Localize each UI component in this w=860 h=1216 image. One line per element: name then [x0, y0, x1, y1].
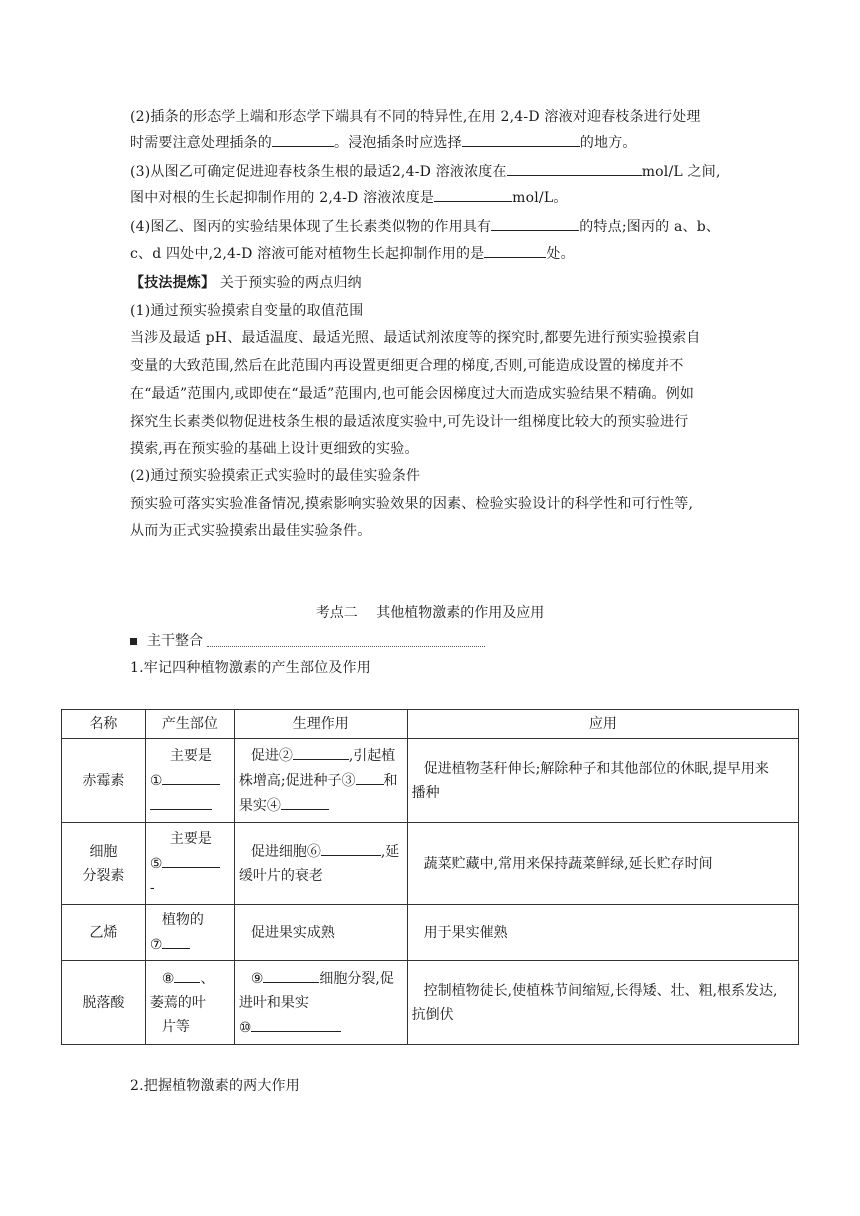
- answer-blank[interactable]: [162, 932, 190, 949]
- square-bullet-icon: [130, 638, 137, 645]
- answer-blank[interactable]: [293, 743, 349, 760]
- q2-text-b: 。浸泡插条时应选择: [334, 135, 462, 151]
- tips-paragraph-1-line: 当涉及最适 pH、最适温度、最适光照、最适试剂浓度等的探究时,都要先进行预实验摸索自: [130, 330, 701, 346]
- cell-site: 植物的 ⑦: [145, 905, 234, 961]
- question-2-line-1: (2)插条的形态学上端和形态学下端具有不同的特异性,在用 2,4-D 溶液对迎春枝条进行处理: [130, 109, 701, 125]
- answer-blank[interactable]: [150, 793, 212, 810]
- tips-paragraph-1-line: 在“最适”范围内,或即使在“最适”范围内,也可能会因梯度过大而造成实验结果不精确。例如: [130, 386, 695, 402]
- cell-effect: 促进② ,引起植 株增高;促进种子③ 和 果实④: [234, 739, 407, 823]
- tips-paragraph-1-line: 变量的大致范围,然后在此范围内再设置更细更合理的梯度,否则,可能造成设置的梯度并不: [130, 358, 684, 374]
- header-name: 名称: [62, 710, 146, 739]
- cell-effect: 促进细胞⑥ ,延 缓叶片的衰老: [234, 823, 407, 905]
- section-title: 考点二 其他植物激素的作用及应用: [315, 605, 545, 621]
- cell-use: 控制植物徒长,使植株节间缩短,长得矮、壮、粗,根系发达, 抗倒伏: [407, 961, 798, 1045]
- q4-text-c: c、d 四处中,2,4-D 溶液可能对植物生长起抑制作用的是: [130, 246, 485, 262]
- dotted-leader: [207, 636, 485, 647]
- q2-text-a: 时需要注意处理插条的: [130, 135, 272, 151]
- cell-name: 赤霉素: [62, 739, 146, 823]
- cell-site: 主要是 ⑤ -: [145, 823, 234, 905]
- table-header-row: [62, 710, 799, 739]
- q3-text-c: 图中对根的生长起抑制作用的 2,4-D 溶液浓度是: [130, 190, 435, 206]
- tips-paragraph-2-line: 从而为正式实验摸索出最佳实验条件。: [130, 523, 372, 539]
- q4-text-b: 的特点;图丙的 a、b、: [579, 219, 721, 235]
- table-row-ethylene: [62, 905, 799, 961]
- item-1-heading: 1.牢记四种植物激素的产生部位及作用: [130, 660, 371, 676]
- answer-blank[interactable]: [174, 966, 200, 983]
- hormone-table: [61, 709, 799, 1045]
- answer-blank[interactable]: [484, 241, 546, 258]
- tips-title: 关于预实验的两点归纳: [219, 275, 362, 291]
- cell-name: 脱落酸: [62, 961, 146, 1045]
- header-effect: 生理作用: [234, 710, 407, 739]
- table-row-abscisic-acid: [62, 961, 799, 1045]
- main-integration-label: 主干整合: [147, 633, 203, 649]
- q2-text-c: 的地方。: [579, 135, 637, 151]
- tips-subheading-1: (1)通过预实验摸索自变量的取值范围: [130, 303, 364, 319]
- cell-use: 促进植物茎秆伸长;解除种子和其他部位的休眠,提早用来 播种: [407, 739, 798, 823]
- question-4-line-2: [130, 241, 740, 267]
- q4-text-d: 处。: [546, 246, 575, 262]
- tips-heading: [130, 270, 740, 296]
- cell-use: 蔬菜贮藏中,常用来保持蔬菜鲜绿,延长贮存时间: [407, 823, 798, 905]
- cell-effect: ⑨ 细胞分裂,促 进叶和果实 ⑩: [234, 961, 407, 1045]
- tips-subheading-2: (2)通过预实验摸索正式实验时的最佳实验条件: [130, 468, 421, 484]
- item-2-heading: 2.把握植物激素的两大作用: [130, 1078, 300, 1094]
- answer-blank[interactable]: [281, 793, 329, 810]
- q3-text-d: mol/L。: [512, 190, 568, 206]
- cell-name: 乙烯: [62, 905, 146, 961]
- answer-blank[interactable]: [272, 130, 334, 147]
- answer-blank[interactable]: [434, 185, 512, 202]
- answer-blank[interactable]: [356, 768, 384, 785]
- header-site: 产生部位: [145, 710, 234, 739]
- q3-text-a: (3)从图乙可确定促进迎春枝条生根的最适2,4-D 溶液浓度在: [130, 164, 507, 180]
- answer-blank[interactable]: [507, 159, 642, 176]
- cell-use: 用于果实催熟: [407, 905, 798, 961]
- answer-blank[interactable]: [462, 130, 580, 147]
- tips-paragraph-2-line: 预实验可落实实验准备情况,摸索影响实验效果的因素、检验实验设计的科学性和可行性等,: [130, 496, 694, 512]
- question-4-line-1: [130, 214, 740, 240]
- question-3-line-2: [130, 185, 740, 211]
- question-3-line-1: [130, 159, 740, 185]
- answer-blank[interactable]: [251, 1015, 341, 1032]
- cell-effect: 促进果实成熟: [234, 905, 407, 961]
- answer-blank[interactable]: [162, 851, 220, 868]
- answer-blank[interactable]: [321, 839, 381, 856]
- tips-paragraph-1-line: 摸索,再在预实验的基础上设计更细致的实验。: [130, 441, 419, 457]
- cell-site: 主要是 ①: [145, 739, 234, 823]
- table-row-gibberellin: [62, 739, 799, 823]
- question-2-line-2: [130, 130, 740, 156]
- answer-blank[interactable]: [162, 768, 220, 785]
- answer-blank[interactable]: [491, 214, 579, 231]
- cell-name: 细胞 分裂素: [62, 823, 146, 905]
- answer-blank[interactable]: [263, 966, 319, 983]
- table-row-cytokinin: [62, 823, 799, 905]
- q4-text-a: (4)图乙、图丙的实验结果体现了生长素类似物的作用具有: [130, 219, 492, 235]
- tips-label: 【技法提炼】: [130, 275, 216, 291]
- q3-text-b: mol/L 之间,: [641, 164, 721, 180]
- tips-paragraph-1-line: 探究生长素类似物促进枝条生根的最适浓度实验中,可先设计一组梯度比较大的预实验进行: [130, 414, 689, 430]
- header-use: 应用: [407, 710, 798, 739]
- cell-site: ⑧ 、 萎蔫的叶 片等: [145, 961, 234, 1045]
- main-integration-heading: [130, 629, 485, 653]
